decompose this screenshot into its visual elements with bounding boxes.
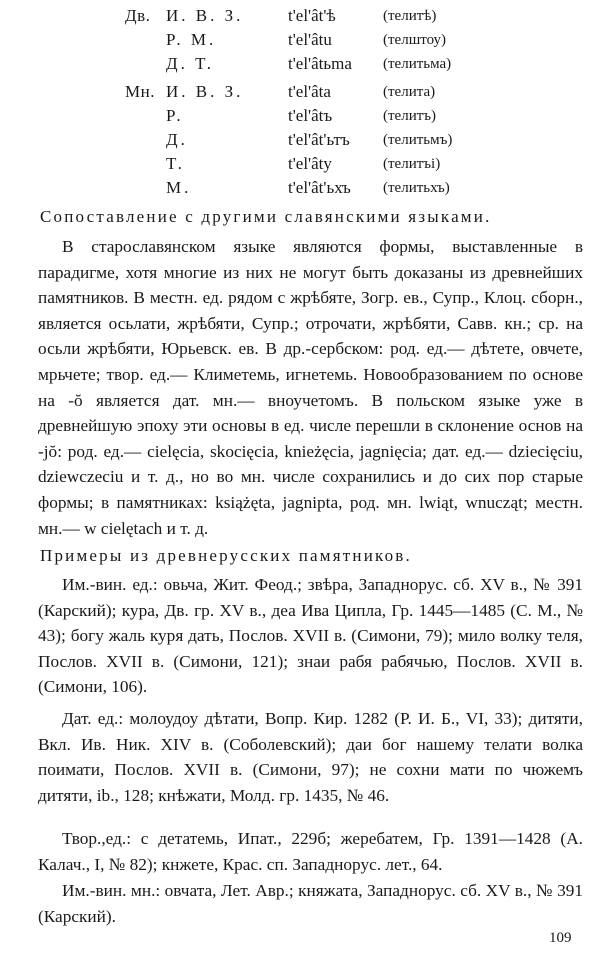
paradigm-row (0, 152, 600, 176)
paradigm-row (0, 4, 600, 28)
paradigm-old-form: (телитьхъ) (383, 180, 450, 196)
paradigm-case-label: Т. (166, 154, 185, 173)
paradigm-row (0, 80, 600, 104)
paradigm-case-label: Д. Т. (166, 54, 215, 73)
paradigm-old-form: (телитьма) (383, 56, 452, 72)
paradigm-form: t'el'âtu (288, 30, 332, 49)
paradigm-case-label: И. В. З. (166, 6, 244, 25)
paradigm-row (0, 176, 600, 200)
paradigm-case-label: Р. (166, 106, 184, 125)
paradigm-old-form: (телштоу) (383, 32, 447, 48)
paradigm-case-label: М. (166, 178, 192, 197)
paradigm-form: t'el'âty (288, 154, 332, 173)
paradigm-old-form: (телитьмъ) (383, 132, 453, 148)
section-heading-examples: Примеры из древнерусских памятников. (40, 546, 412, 565)
section-heading-comparison: Сопоставление с другими славянскими языками. (40, 207, 492, 226)
paradigm-row (0, 52, 600, 76)
paradigm-form: t'el'âtъ (288, 106, 333, 125)
comparison-paragraph: В старославянском языке являются формы, выставленные в парадигме, хотя многие из них не могут быть доказаны из древнейших памятников. В местн. ед. рядом с жрѣбяте, Зогр. ев., Супр., Клоц. сборн., является осьлати, жрѣбяти, Супр.; отрочати, жрѣбяти, Савв. кн.; ср. на осьли жрѣбяти, Юрьевск. ев. В др.-сербском: род. ед.— дѣтете, овчете, мрьчете; твор. ед.— Климетемь, игнетемь. Новообразованием по основе на -ŏ является дат. мн.— вноучетомъ. В польском языке уже в древнейшую эпоху эти основы в ед. числе перешли в склонение основ на -jŏ: род. ед.— cielęcia, skocięcia, knieżęcia, jagnięcia; дат. ед.— dziecięciu, dziewczeciu и т. д., но во мн. числе сохранились и до сих пор старые формы; в памятниках: książęta, jagnipta, род. мн. lwiąt, wnucząt; местн. мн.— w cielętach и т. д. (38, 237, 583, 538)
paradigm-old-form: (телитъ) (383, 108, 437, 124)
paradigm-form: t'el'âtьma (288, 54, 352, 73)
paradigm-form: t'el'ât'ѣ (288, 6, 336, 25)
paradigm-case-label: И. В. З. (166, 82, 244, 101)
paradigm-row (0, 128, 600, 152)
example-paragraph-instr-sg: Твор.,ед.: с детатемь, Ипат., 229б; жеребатем, Гр. 1391—1428 (А. Калач., I, № 82); кнжете, Крас. сп. Западнорус. лет., 64. (38, 829, 583, 874)
paradigm-form: t'el'ât'ьхъ (288, 178, 351, 197)
paradigm-old-form: (телита) (383, 84, 436, 100)
paradigm-number-label: Дв. (125, 6, 151, 25)
paradigm-row (0, 104, 600, 128)
paradigm-old-form: (телитъі) (383, 156, 441, 172)
paradigm-case-label: Р. М. (166, 30, 217, 49)
paradigm-case-label: Д. (166, 130, 188, 149)
paradigm-form: t'el'ât'ьтъ (288, 130, 350, 149)
paradigm-number-label: Мн. (125, 82, 155, 101)
example-paragraph-dat-sg: Дат. ед.: молоудоу дѣтати, Вопр. Кир. 1282 (Р. И. Б., VI, 33); дитяти, Вкл. Ив. Ник. XIV в. (Соболевский); даи бог нашему телати волка поимати, Послов. XVII в. (Симони, 97); не сохни мати по чюжемъ дитяти, ib., 128; кнѣжати, Молд. гр. 1435, № 46. (38, 709, 583, 805)
paradigm-form: t'el'âta (288, 82, 331, 101)
example-paragraph-nom-acc-sg: Им.-вин. ед.: овьча, Жит. Феод.; звѣра, Западнорус. сб. XV в., № 391 (Карский); кура, Дв. гр. XV в., деа Ива Ципла, Гр. 1445—1485 (С. М., № 43); богу жаль куря дать, Послов. XVII в. (Симони, 79); мило волку теля, Послов. XVII в. (Симони, 121); знаи рабя рабячью, Послов. XVII в. (Симони, 106). (38, 575, 583, 697)
page-number: 109 (549, 930, 572, 946)
example-paragraph-nom-acc-pl: Им.-вин. мн.: овчата, Лет. Авр.; княжата, Западнорус. сб. XV в., № 391 (Карский). (38, 881, 583, 926)
paradigm-row (0, 28, 600, 52)
paradigm-old-form: (телитѣ) (383, 8, 437, 24)
